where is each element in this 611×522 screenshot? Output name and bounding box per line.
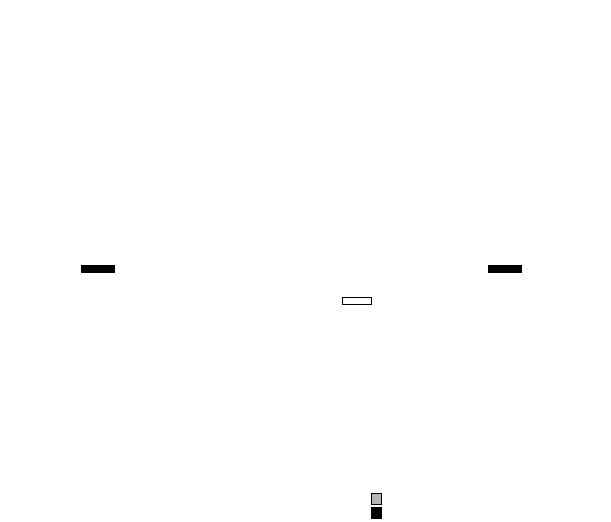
stalls-section — [0, 0, 611, 1]
box-a[interactable] — [342, 297, 372, 305]
not-in-use-swatch — [371, 507, 382, 519]
upper-circle-section — [0, 0, 611, 70]
box-d[interactable] — [81, 265, 115, 273]
box-c[interactable] — [488, 265, 522, 273]
restricted-view-swatch — [371, 493, 382, 505]
